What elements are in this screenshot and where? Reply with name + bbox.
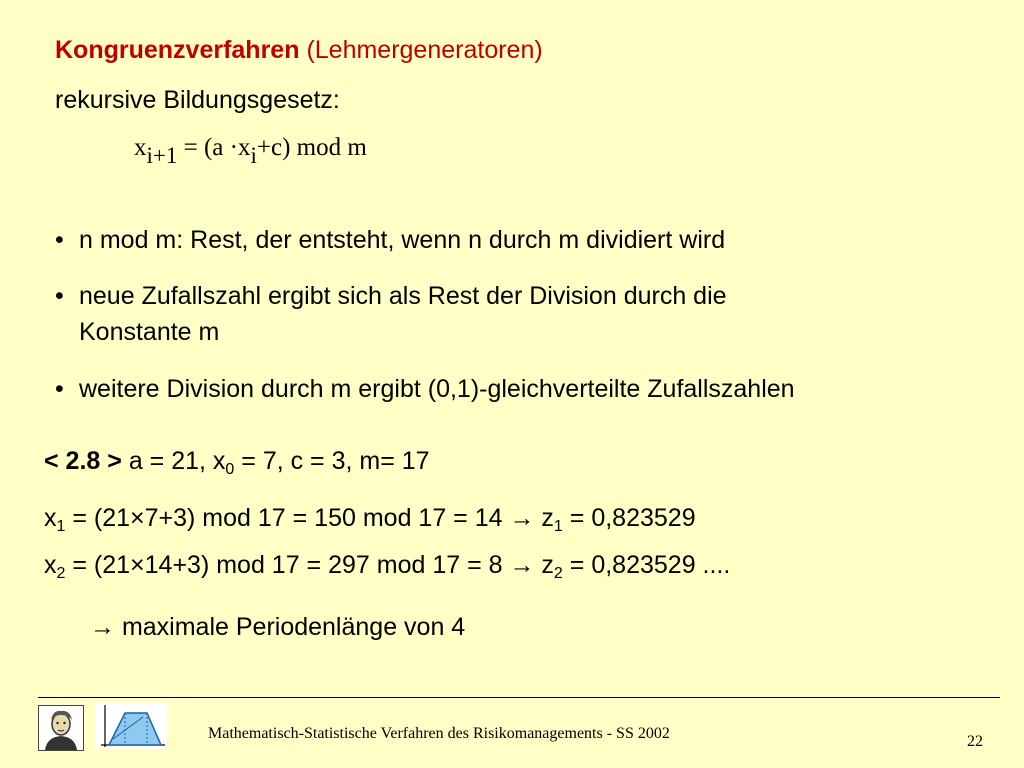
example-params-a: a = 21, x [128, 447, 226, 475]
bullet-text-line2: Konstante m [79, 318, 220, 346]
bullet-text: n mod m: Rest, der entsteht, wenn n durch m dividiert wird [79, 226, 726, 254]
example-label: < 2.8 > [44, 447, 122, 475]
bullet-item [55, 282, 955, 348]
formula-lhs-sub: i+1 [146, 143, 178, 168]
portrait-logo-icon [38, 705, 84, 751]
example-row-1 [44, 504, 696, 536]
bullet-text: weitere Division durch m ergibt (0,1)-gleichverteilte Zufallszahlen [79, 375, 795, 403]
row2-zsub: 2 [553, 565, 563, 582]
row1-zsub: 1 [553, 518, 563, 535]
row1-calc: = (21×7+3) mod 17 = 150 mod 17 = 14 → z [65, 504, 554, 532]
title-paren: (Lehmergeneratoren) [306, 36, 543, 64]
row2-calc: = (21×14+3) mod 17 = 297 mod 17 = 8 → z [65, 551, 554, 579]
example-params [44, 447, 430, 479]
formula-rhs: +c) mod m [256, 134, 367, 161]
row1-z: = 0,823529 [562, 504, 696, 532]
bullet-text-line1: neue Zufallszahl ergibt sich als Rest der Division durch die [79, 282, 727, 310]
example-params-sub: 0 [225, 461, 235, 478]
footer-divider [38, 697, 1000, 698]
example-row-2 [44, 551, 730, 583]
recurrence-formula [134, 134, 367, 169]
row2-x: x [44, 551, 57, 579]
row2-z: = 0,823529 .... [562, 551, 731, 579]
formula-mid-sub: i [250, 143, 257, 168]
row1-x: x [44, 504, 57, 532]
formula-lhs: x [134, 134, 147, 161]
conclusion: → maximale Periodenlänge von 4 [90, 613, 466, 641]
footer-text: Mathematisch-Statistische Verfahren des Risikomanagements - SS 2002 [208, 725, 670, 742]
row1-xsub: 1 [56, 518, 66, 535]
bullet-dot-icon: • [55, 375, 64, 403]
formula-mid: = (a ·x [177, 134, 251, 161]
distribution-chart-logo-icon [95, 703, 167, 749]
slide-title [55, 36, 543, 65]
bullet-dot-icon: • [55, 282, 64, 310]
page-number: 22 [967, 733, 983, 750]
bullet-item [55, 226, 955, 256]
bullet-item [55, 375, 995, 405]
example-params-b: = 7, c = 3, m= 17 [234, 447, 430, 475]
subtitle: rekursive Bildungsgesetz: [55, 86, 340, 114]
title-main: Kongruenzverfahren [55, 36, 300, 64]
bullet-dot-icon: • [55, 226, 64, 254]
row2-xsub: 2 [56, 565, 66, 582]
